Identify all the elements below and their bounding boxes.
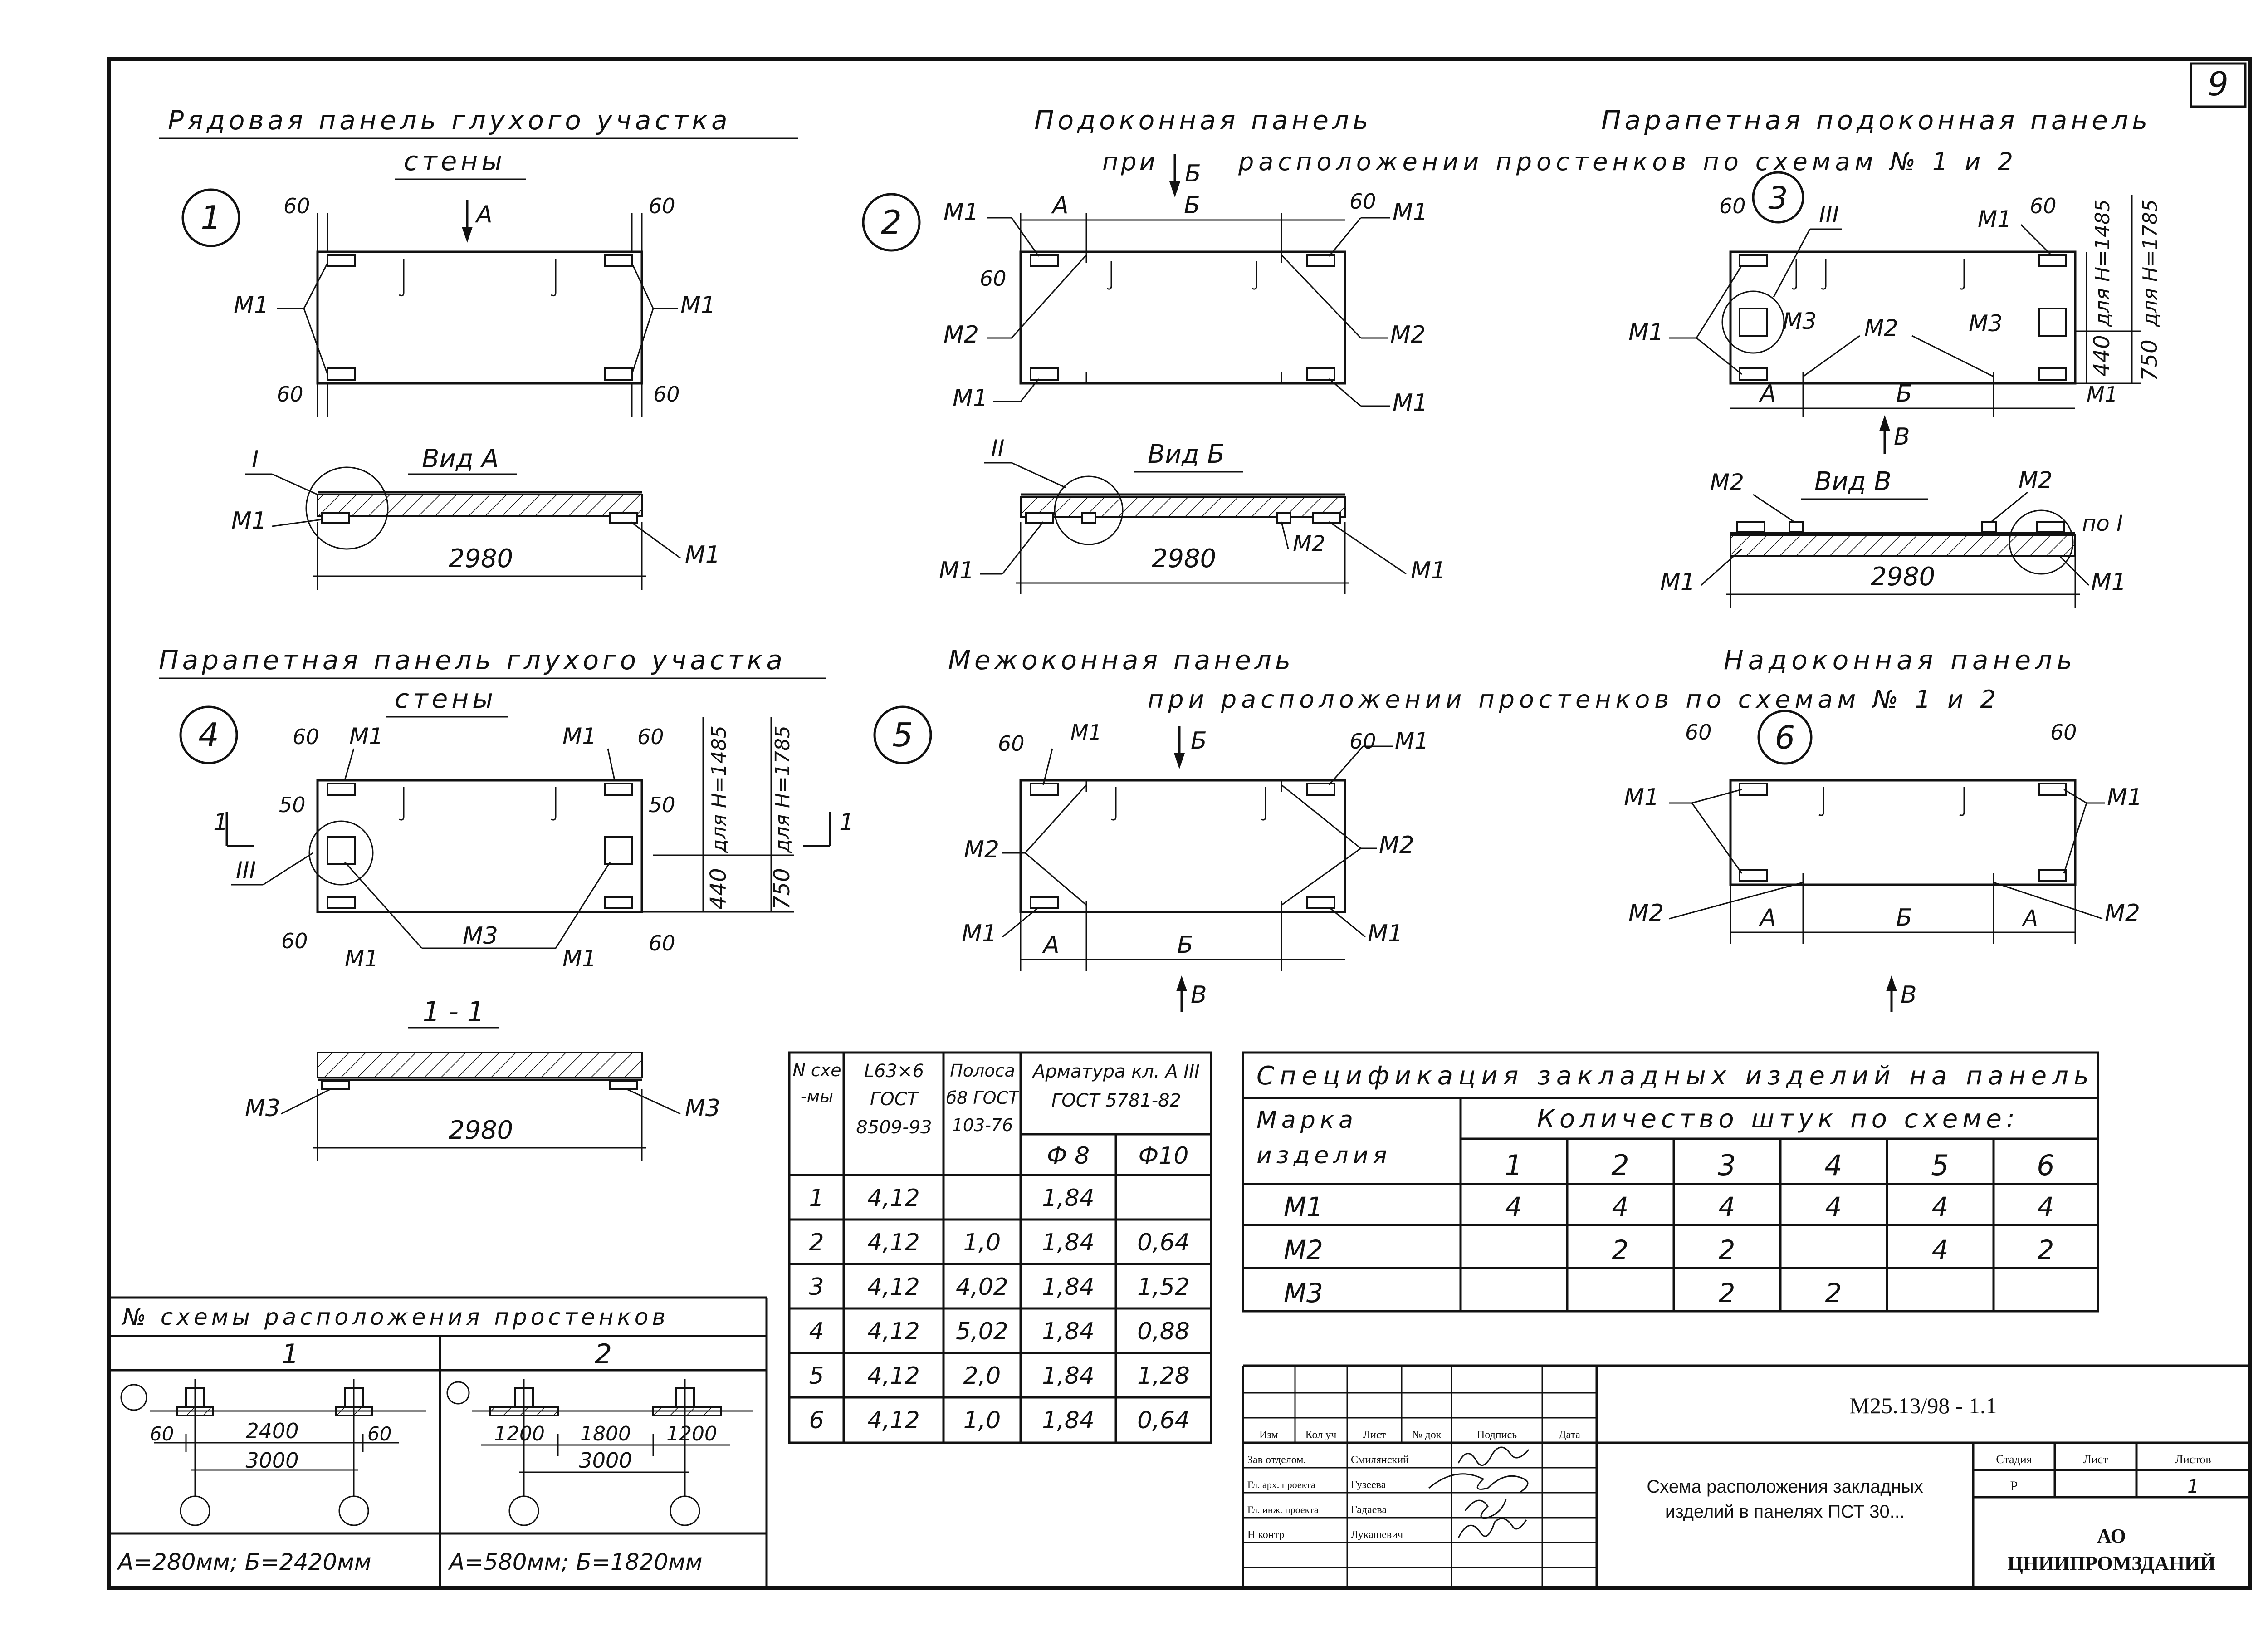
label-m1: М1: [1395, 728, 1429, 754]
spec-qty-cell: 2: [1825, 1278, 1842, 1308]
panel-1-title-2: стены: [404, 146, 506, 176]
label-m3: М3: [685, 1095, 720, 1122]
dim-length: 2980: [1870, 562, 1936, 592]
spec-qty-header: Количество штук по схеме:: [1537, 1104, 2019, 1134]
scheme-number: 4: [198, 716, 219, 754]
tb-name: Лукашевич: [1351, 1529, 1403, 1541]
scheme1-dim-3000: 3000: [245, 1448, 299, 1473]
steel-header-scheme: N схе-мы: [792, 1060, 841, 1107]
panel-5: [875, 645, 2000, 1012]
steel-cell: 0,88: [1137, 1318, 1190, 1345]
view-v-title: Вид В: [1814, 467, 1892, 496]
steel-cell: 5,02: [956, 1318, 1008, 1345]
tb-name: Гадаева: [1351, 1504, 1387, 1516]
dim-60: 60: [1719, 194, 1746, 218]
steel-cell: 4,12: [867, 1229, 920, 1256]
label-m1: М1: [1070, 720, 1102, 745]
dim-note-1785: для Н=1785: [2139, 199, 2162, 327]
label-m2: М2: [2105, 900, 2140, 927]
steel-row-scheme: 3: [809, 1274, 824, 1301]
section-mark-1: 1: [839, 809, 855, 836]
steel-header-rebar: Арматура кл. А III ГОСТ 5781-82: [1033, 1061, 1200, 1111]
tb-sheets: 1: [2187, 1476, 2199, 1497]
steel-cell: 1,28: [1137, 1362, 1190, 1390]
steel-cell: 1,84: [1042, 1407, 1095, 1434]
label-m1: М1: [562, 723, 596, 749]
spec-mark-header: Марка изделия: [1256, 1107, 1392, 1169]
dim-60: 60: [2030, 194, 2057, 218]
spec-qty-cell: 4: [1931, 1234, 1949, 1265]
spec-qty-cell: 4: [1825, 1191, 1842, 1222]
steel-cell: 1,84: [1042, 1274, 1095, 1301]
dim-60: 60: [1685, 720, 1712, 745]
label-m1: М1: [1628, 319, 1664, 346]
scheme1-dim-60: 60: [150, 1423, 174, 1445]
steel-cell: 1,52: [1137, 1274, 1190, 1301]
spec-scheme-header: 2: [1611, 1149, 1629, 1182]
section-title: 1 - 1: [422, 996, 485, 1028]
panel-6-title: Надоконная панель: [1724, 645, 2077, 676]
label-m1: М1: [562, 945, 596, 972]
panel-6-outline: [1730, 780, 2075, 885]
label-m1: М1: [231, 507, 267, 534]
steel-row-scheme: 4: [809, 1318, 824, 1345]
dim-a: А: [1760, 904, 1776, 931]
panel-2-outline: [1021, 252, 1345, 383]
label-m1: М1: [1411, 557, 1446, 584]
label-m1: М1: [345, 945, 379, 972]
dim-60: 60: [637, 725, 664, 749]
label-m1: М1: [1393, 389, 1428, 416]
steel-cell: 1,0: [963, 1407, 1001, 1434]
steel-header-d8: Ф 8: [1046, 1142, 1090, 1170]
scheme2-dim-1200b: 1200: [666, 1422, 717, 1445]
steel-cell: 4,02: [956, 1274, 1008, 1301]
label-m1: М1: [939, 557, 974, 584]
steel-cell: 4,12: [867, 1407, 920, 1434]
steel-cell: 2,0: [963, 1362, 1001, 1390]
signature: [1458, 1519, 1526, 1538]
label-m3: М3: [463, 922, 498, 950]
dim-60: 60: [293, 725, 319, 749]
detail-ref-ii: II: [991, 435, 1005, 461]
panel-2-title-3: расположении простенков по схемам № 1 и 2: [1238, 147, 2018, 176]
steel-cell: 1,84: [1042, 1229, 1095, 1256]
schemes-col-1: 1: [281, 1338, 299, 1370]
label-m1: М1: [349, 723, 383, 749]
dim-a: А: [1043, 931, 1060, 959]
signature: [1458, 1447, 1529, 1465]
steel-cell: 1,84: [1042, 1185, 1095, 1212]
dim-440: 440: [2089, 335, 2115, 377]
spec-qty-cell: 4: [2037, 1191, 2054, 1222]
spec-table-rows: [1284, 1191, 2054, 1308]
tb-role: Н контр: [1247, 1529, 1285, 1541]
dim-b: Б: [1184, 192, 1200, 219]
dim-60: 60: [649, 931, 675, 955]
detail-ref-iii: III: [1819, 201, 1839, 228]
steel-header-d10: Ф10: [1138, 1142, 1189, 1170]
tb-head-kol: Кол уч: [1305, 1429, 1337, 1441]
scheme-number: 3: [1768, 181, 1788, 216]
tb-head-izm: Изм: [1259, 1429, 1278, 1441]
dim-440: 440: [706, 868, 731, 910]
steel-header-angle: L63×6 ГОСТ 8509-93: [856, 1061, 932, 1138]
spec-qty-cell: 4: [1612, 1191, 1629, 1222]
steel-cell: 4,12: [867, 1274, 920, 1301]
steel-cell: 4,12: [867, 1318, 920, 1345]
tb-role: Гл. инж. проекта: [1247, 1504, 1319, 1515]
label-m2: М2: [1390, 321, 1426, 348]
tb-stage: Р: [2010, 1479, 2018, 1494]
label-m2: М2: [1710, 469, 1744, 495]
dim-note-1485: для Н=1485: [708, 725, 731, 853]
dim-a: А: [1052, 192, 1069, 219]
dim-length: 2980: [448, 544, 513, 573]
spec-row-mark: М1: [1284, 1191, 1323, 1222]
tb-sheet-label: Лист: [2083, 1453, 2108, 1466]
spec-table-title: Спецификация закладных изделий на панель: [1256, 1061, 2094, 1091]
tb-head-doc: № док: [1412, 1429, 1442, 1441]
steel-row-scheme: 2: [809, 1229, 824, 1256]
panel-3-title: Парапетная подоконная панель: [1601, 105, 2151, 136]
spec-scheme-header: 6: [2037, 1149, 2055, 1182]
org-name-2: ЦНИИПРОМЗДАНИЙ: [2007, 1552, 2216, 1574]
dim-a: А: [1760, 380, 1776, 407]
dim-b: Б: [1177, 931, 1193, 959]
detail-ref-iii: III: [236, 857, 256, 883]
label-m1: М1: [2091, 568, 2126, 596]
tb-name: Гузеева: [1351, 1479, 1386, 1491]
view-a-title: Вид А: [422, 444, 499, 474]
label-m2: М2: [943, 321, 979, 348]
panel-4-title: Парапетная панель глухого участка: [159, 645, 786, 676]
doc-description-2: изделий в панелях ПСТ 30...: [1665, 1502, 1905, 1522]
view-b-title: Вид Б: [1148, 440, 1225, 469]
view-arrow-b: Б: [1185, 160, 1201, 187]
sheet-frame: [109, 59, 2250, 1588]
scheme1-dim-60b: 60: [367, 1423, 392, 1445]
panel-5-title-2: при расположении простенков по схемам № 1 и 2: [1148, 685, 2000, 714]
spec-qty-cell: 4: [1931, 1191, 1949, 1222]
dim-750: 750: [2137, 339, 2162, 381]
dim-length: 2980: [1151, 544, 1217, 573]
dim-60: 60: [980, 266, 1007, 291]
label-m2: М2: [964, 836, 999, 863]
tb-stage-label: Стадия: [1996, 1453, 2032, 1466]
tb-head-list: Лист: [1363, 1429, 1386, 1441]
dim-b: Б: [1896, 904, 1912, 931]
label-m1: М1: [685, 541, 720, 568]
panel-2: [863, 105, 2018, 594]
dim-50: 50: [649, 793, 675, 817]
dim-60: 60: [653, 382, 680, 407]
label-m3: М3: [1783, 308, 1817, 334]
scheme2-dim-3000: 3000: [579, 1448, 632, 1473]
doc-description-1: Схема расположения закладных: [1647, 1477, 1923, 1497]
panel-5-title: Межоконная панель: [948, 645, 1295, 676]
schemes-table-title: № схемы расположения простенков: [122, 1304, 669, 1330]
schemes-col-2: 2: [594, 1338, 612, 1370]
dim-60: 60: [1349, 729, 1376, 754]
panel-4-outline: [318, 780, 642, 912]
dim-60: 60: [284, 194, 310, 218]
spec-qty-cell: 2: [1612, 1234, 1629, 1265]
doc-code: М25.13/98 - 1.1: [1849, 1393, 1997, 1418]
scheme2-dim-1800: 1800: [580, 1422, 631, 1445]
steel-cell: 4,12: [867, 1185, 920, 1212]
steel-header-strip: Полоса б8 ГОСТ 103-76: [946, 1061, 1019, 1135]
page-number: 9: [2208, 65, 2229, 103]
panel-1: [159, 105, 798, 590]
scheme-number: 6: [1774, 719, 1795, 756]
label-m2: М2: [2019, 467, 2053, 493]
view-arrow-v: В: [1901, 981, 1917, 1009]
label-m1: М1: [953, 385, 988, 412]
dim-note-1785: для Н=1785: [771, 725, 794, 853]
dim-length: 2980: [448, 1116, 513, 1145]
scheme-number: 2: [881, 203, 902, 241]
dim-60: 60: [281, 929, 308, 953]
tb-role: Зав отделом.: [1247, 1454, 1306, 1466]
spec-qty-cell: 4: [1718, 1191, 1735, 1222]
dim-60: 60: [998, 731, 1025, 756]
spec-qty-cell: 2: [1718, 1234, 1735, 1265]
panel-1-outline: [318, 252, 642, 383]
steel-cell: 1,84: [1042, 1362, 1095, 1390]
steel-row-scheme: 1: [809, 1185, 824, 1212]
spec-row-mark: М2: [1284, 1234, 1323, 1265]
tb-role: Гл. арх. проекта: [1247, 1479, 1315, 1490]
panel-1-title: Рядовая панель глухого участка: [168, 105, 731, 136]
steel-cell: 1,0: [963, 1229, 1001, 1256]
label-m1: М1: [1660, 568, 1696, 596]
steel-table: [789, 1053, 1211, 1443]
steel-row-scheme: 6: [809, 1407, 824, 1434]
tb-head-date: Дата: [1559, 1429, 1580, 1441]
view-arrow-b: Б: [1191, 727, 1207, 754]
scheme1-dim-2400: 2400: [245, 1419, 299, 1443]
spec-scheme-header: 4: [1824, 1149, 1843, 1182]
view-arrow-v: В: [1894, 423, 1910, 451]
label-m1: М1: [2087, 382, 2118, 407]
label-m1: М1: [1393, 199, 1428, 226]
dim-60: 60: [1349, 189, 1376, 214]
label-m1: М1: [680, 292, 716, 319]
label-m1: М1: [1624, 784, 1659, 811]
steel-cell: 0,64: [1137, 1407, 1190, 1434]
label-m3: М3: [245, 1095, 280, 1122]
dim-a: А: [2023, 906, 2038, 931]
label-m1: М1: [2107, 784, 2142, 811]
panel-2-title-2: при: [1102, 147, 1158, 176]
dim-b: Б: [1896, 380, 1912, 407]
label-m1: М1: [1368, 920, 1403, 947]
signature: [1465, 1499, 1506, 1518]
steel-cell: 1,84: [1042, 1318, 1095, 1345]
spec-table: [1243, 1053, 2098, 1311]
label-m3: М3: [1969, 310, 2003, 337]
spec-scheme-header: 1: [1505, 1149, 1523, 1182]
panel-4: [159, 645, 854, 1161]
tb-name: Смилянский: [1351, 1454, 1409, 1466]
tb-sheets-label: Листов: [2175, 1453, 2211, 1466]
label-m1: М1: [943, 199, 979, 226]
dim-note-1485: для Н=1485: [2091, 199, 2114, 327]
signature: [1429, 1474, 1528, 1493]
scheme2-note: А=580мм; Б=1820мм: [449, 1549, 703, 1575]
spec-row-mark: М3: [1284, 1278, 1323, 1308]
spec-scheme-header: 5: [1931, 1149, 1949, 1182]
steel-cell: 0,64: [1137, 1229, 1190, 1256]
schemes-table: [109, 1298, 767, 1588]
dim-60: 60: [649, 194, 675, 218]
dim-50: 50: [279, 793, 306, 817]
dim-60: 60: [277, 382, 303, 407]
label-m2: М2: [1864, 315, 1898, 341]
spec-qty-cell: 2: [2037, 1234, 2054, 1265]
title-block: [1243, 1366, 2250, 1588]
panel-3-outline: [1730, 252, 2075, 383]
panel-2-title: Подоконная панель: [1034, 105, 1372, 136]
spec-scheme-header: 3: [1718, 1149, 1736, 1182]
scheme1-note: А=280мм; Б=2420мм: [118, 1549, 371, 1575]
label-m2: М2: [1379, 832, 1414, 859]
detail-ref-i: I: [252, 446, 259, 473]
spec-qty-cell: 2: [1718, 1278, 1735, 1308]
panel-4-title-2: стены: [395, 683, 497, 714]
label-m1: М1: [1978, 206, 2012, 232]
scheme2-dim-1200: 1200: [494, 1422, 545, 1445]
dim-60: 60: [2050, 720, 2077, 745]
tb-head-sign: Подпись: [1476, 1429, 1517, 1441]
scheme-number: 5: [892, 716, 913, 754]
panel-3: [1601, 105, 2162, 608]
panel-5-outline: [1021, 780, 1345, 912]
label-m1: М1: [962, 920, 997, 947]
label-m2: М2: [1628, 900, 1664, 927]
org-name-1: АО: [2097, 1525, 2126, 1547]
steel-cell: 4,12: [867, 1362, 920, 1390]
spec-qty-cell: 4: [1505, 1191, 1522, 1222]
label-m2: М2: [1293, 531, 1325, 557]
view-arrow-v: В: [1191, 981, 1207, 1009]
detail-ref-po-i: по I: [2082, 511, 2123, 536]
section-mark-1: 1: [213, 809, 229, 836]
dim-750: 750: [769, 868, 795, 910]
scheme-number: 1: [200, 199, 221, 237]
label-m1: М1: [234, 292, 269, 319]
view-arrow-a: А: [476, 201, 493, 228]
steel-row-scheme: 5: [809, 1362, 824, 1390]
